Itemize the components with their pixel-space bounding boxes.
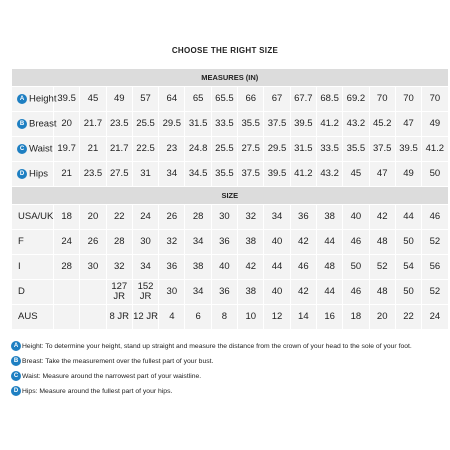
size-cell: 38	[238, 230, 264, 255]
size-cell: 6	[185, 305, 211, 330]
measure-cell: 68.5	[316, 87, 342, 112]
size-cell: 42	[238, 255, 264, 280]
measure-cell: 25.5	[132, 112, 158, 137]
size-cell: 30	[159, 280, 185, 305]
size-cell: 12 JR	[132, 305, 158, 330]
size-cell	[54, 305, 80, 330]
size-cell: 10	[238, 305, 264, 330]
size-cell: 24	[422, 305, 448, 330]
measure-cell: 34.5	[185, 162, 211, 187]
letter-badge-icon: B	[11, 356, 21, 366]
letter-badge-icon: A	[11, 341, 21, 351]
measure-cell: 64	[159, 87, 185, 112]
measure-cell: 39.5	[395, 137, 421, 162]
size-cell: 20	[369, 305, 395, 330]
measure-cell: 49	[106, 87, 132, 112]
note-text: Breast: Take the measurement over the fullest part of your bust.	[22, 358, 214, 365]
size-cell	[80, 305, 106, 330]
size-cell: 48	[369, 280, 395, 305]
measure-cell: 25.5	[211, 137, 237, 162]
measure-cell: 23.5	[106, 112, 132, 137]
measure-cell: 70	[422, 87, 448, 112]
size-cell: 8	[211, 305, 237, 330]
size-cell: 50	[343, 255, 369, 280]
measure-cell: 19.7	[54, 137, 80, 162]
size-cell: 56	[422, 255, 448, 280]
size-cell: 22	[106, 205, 132, 230]
size-cell: 18	[54, 205, 80, 230]
size-row-d	[12, 280, 449, 305]
measure-cell: 23.5	[80, 162, 106, 187]
size-cell: 34	[132, 255, 158, 280]
measure-cell: 35.5	[238, 112, 264, 137]
size-row-usa-uk	[12, 205, 449, 230]
measure-cell: 45.2	[369, 112, 395, 137]
measure-cell: 41.2	[316, 112, 342, 137]
size-cell: 8 JR	[106, 305, 132, 330]
size-cell: 34	[185, 280, 211, 305]
size-cell: 127 JR	[106, 280, 132, 305]
measure-cell: 20	[54, 112, 80, 137]
size-cell: 32	[106, 255, 132, 280]
measure-cell: 49	[395, 162, 421, 187]
size-cell: 30	[211, 205, 237, 230]
size-row-i	[12, 255, 449, 280]
size-label: USA/UK	[12, 205, 54, 230]
size-cell: 18	[343, 305, 369, 330]
measure-cell: 69.2	[343, 87, 369, 112]
size-label: D	[12, 280, 54, 305]
size-cell: 48	[369, 230, 395, 255]
size-cell: 42	[290, 280, 316, 305]
measure-cell: 23	[159, 137, 185, 162]
size-header: SIZE	[12, 187, 449, 205]
page-title: CHOOSE THE RIGHT SIZE	[171, 46, 279, 55]
measure-cell: 24.8	[185, 137, 211, 162]
size-cell: 40	[211, 255, 237, 280]
size-cell: 44	[264, 255, 290, 280]
size-cell: 22	[395, 305, 421, 330]
size-cell: 32	[238, 205, 264, 230]
measure-cell: 39.5	[54, 87, 80, 112]
note-text: Waist: Measure around the narrowest part of your waistline.	[22, 373, 202, 380]
size-cell: 30	[132, 230, 158, 255]
size-cell: 30	[80, 255, 106, 280]
size-cell: 46	[343, 280, 369, 305]
size-cell: 26	[159, 205, 185, 230]
measurement-notes	[11, 341, 448, 401]
measure-cell: 67.7	[290, 87, 316, 112]
measure-label	[12, 162, 54, 187]
size-cell: 28	[54, 255, 80, 280]
size-cell: 44	[316, 280, 342, 305]
measure-cell: 39.5	[290, 112, 316, 137]
measure-label-text: Breast	[29, 118, 57, 130]
measure-cell: 66	[238, 87, 264, 112]
measure-row-height	[12, 87, 449, 112]
size-cell: 24	[54, 230, 80, 255]
letter-badge-icon: D	[17, 169, 27, 179]
size-header-row	[12, 187, 449, 205]
measures-header: MEASURES (IN)	[12, 69, 449, 87]
measure-cell: 22.5	[132, 137, 158, 162]
size-cell: 52	[369, 255, 395, 280]
measure-cell: 45	[80, 87, 106, 112]
size-cell	[80, 280, 106, 305]
measure-cell: 27.5	[238, 137, 264, 162]
size-cell: 52	[422, 230, 448, 255]
measure-cell: 65.5	[211, 87, 237, 112]
size-cell: 54	[395, 255, 421, 280]
size-cell: 40	[343, 205, 369, 230]
size-cell: 152 JR	[132, 280, 158, 305]
measure-cell: 35.5	[211, 162, 237, 187]
measure-cell: 45	[343, 162, 369, 187]
measure-cell: 21	[54, 162, 80, 187]
measure-cell: 39.5	[264, 162, 290, 187]
size-cell: 46	[422, 205, 448, 230]
size-cell: 24	[132, 205, 158, 230]
size-cell: 16	[316, 305, 342, 330]
measure-cell: 21	[80, 137, 106, 162]
size-cell: 4	[159, 305, 185, 330]
measure-cell: 31.5	[185, 112, 211, 137]
measure-cell: 47	[395, 112, 421, 137]
measure-cell: 21.7	[106, 137, 132, 162]
size-cell: 36	[290, 205, 316, 230]
size-cell: 34	[185, 230, 211, 255]
size-cell: 42	[290, 230, 316, 255]
measure-cell: 33.5	[211, 112, 237, 137]
measure-cell: 41.2	[422, 137, 448, 162]
measure-cell: 21.7	[80, 112, 106, 137]
size-cell: 44	[316, 230, 342, 255]
size-cell: 46	[343, 230, 369, 255]
letter-badge-icon: C	[17, 144, 27, 154]
size-cell: 36	[211, 230, 237, 255]
size-cell: 38	[238, 280, 264, 305]
measure-cell: 70	[395, 87, 421, 112]
note-text: Hips: Measure around the fullest part of your hips.	[22, 388, 173, 395]
measure-cell: 43.2	[343, 112, 369, 137]
size-cell: 44	[395, 205, 421, 230]
size-cell: 48	[316, 255, 342, 280]
size-chart-body	[12, 69, 449, 330]
size-cell: 40	[264, 280, 290, 305]
size-cell: 28	[185, 205, 211, 230]
size-cell: 26	[80, 230, 106, 255]
size-cell	[54, 280, 80, 305]
letter-badge-icon: A	[17, 94, 27, 104]
measure-label	[12, 87, 57, 112]
measure-cell: 27.5	[106, 162, 132, 187]
note-item	[11, 341, 448, 352]
measure-cell: 67	[264, 87, 290, 112]
size-cell: 40	[264, 230, 290, 255]
measure-row-breast	[12, 112, 449, 137]
measure-cell: 43.2	[316, 162, 342, 187]
measure-cell: 37.5	[238, 162, 264, 187]
size-cell: 36	[211, 280, 237, 305]
measure-cell: 65	[185, 87, 211, 112]
measure-cell: 29.5	[159, 112, 185, 137]
measure-cell: 37.5	[369, 137, 395, 162]
size-cell: 20	[80, 205, 106, 230]
size-cell: 38	[316, 205, 342, 230]
measure-label	[12, 137, 54, 162]
letter-badge-icon: D	[11, 386, 21, 396]
measure-cell: 41.2	[290, 162, 316, 187]
note-item	[11, 356, 448, 367]
size-cell: 42	[369, 205, 395, 230]
size-cell: 50	[395, 280, 421, 305]
size-cell: 46	[290, 255, 316, 280]
size-cell: 28	[106, 230, 132, 255]
size-row-f	[12, 230, 449, 255]
note-item	[11, 371, 448, 382]
measure-label-text: Hips	[29, 168, 49, 180]
note-text: Height: To determine your height, stand up straight and measure the distance from the crown of your head to the sole of your foot.	[22, 343, 412, 350]
size-label: F	[12, 230, 54, 255]
measure-cell: 47	[369, 162, 395, 187]
size-cell: 38	[185, 255, 211, 280]
letter-badge-icon: C	[11, 371, 21, 381]
measure-cell: 29.5	[264, 137, 290, 162]
measures-header-row	[12, 69, 449, 87]
size-cell: 52	[422, 280, 448, 305]
measure-cell: 35.5	[343, 137, 369, 162]
size-cell: 32	[159, 230, 185, 255]
size-cell: 12	[264, 305, 290, 330]
measure-cell: 31	[132, 162, 158, 187]
measure-label-text: Waist	[29, 143, 53, 155]
size-cell: 14	[290, 305, 316, 330]
measure-cell: 33.5	[316, 137, 342, 162]
measure-cell: 31.5	[290, 137, 316, 162]
measure-row-waist	[12, 137, 449, 162]
size-row-aus	[12, 305, 449, 330]
size-label: AUS	[12, 305, 54, 330]
size-cell: 34	[264, 205, 290, 230]
size-cell: 50	[395, 230, 421, 255]
size-chart-table	[11, 68, 449, 330]
size-cell: 36	[159, 255, 185, 280]
letter-badge-icon: B	[17, 119, 27, 129]
measure-cell: 37.5	[264, 112, 290, 137]
measure-label-text: Height	[29, 93, 57, 105]
measure-cell: 57	[132, 87, 158, 112]
measure-cell: 49	[422, 112, 448, 137]
measure-cell: 50	[422, 162, 448, 187]
note-item	[11, 386, 448, 397]
measure-cell: 34	[159, 162, 185, 187]
measure-row-hips	[12, 162, 449, 187]
measure-label	[12, 112, 57, 137]
measure-cell: 70	[369, 87, 395, 112]
size-label: I	[12, 255, 54, 280]
